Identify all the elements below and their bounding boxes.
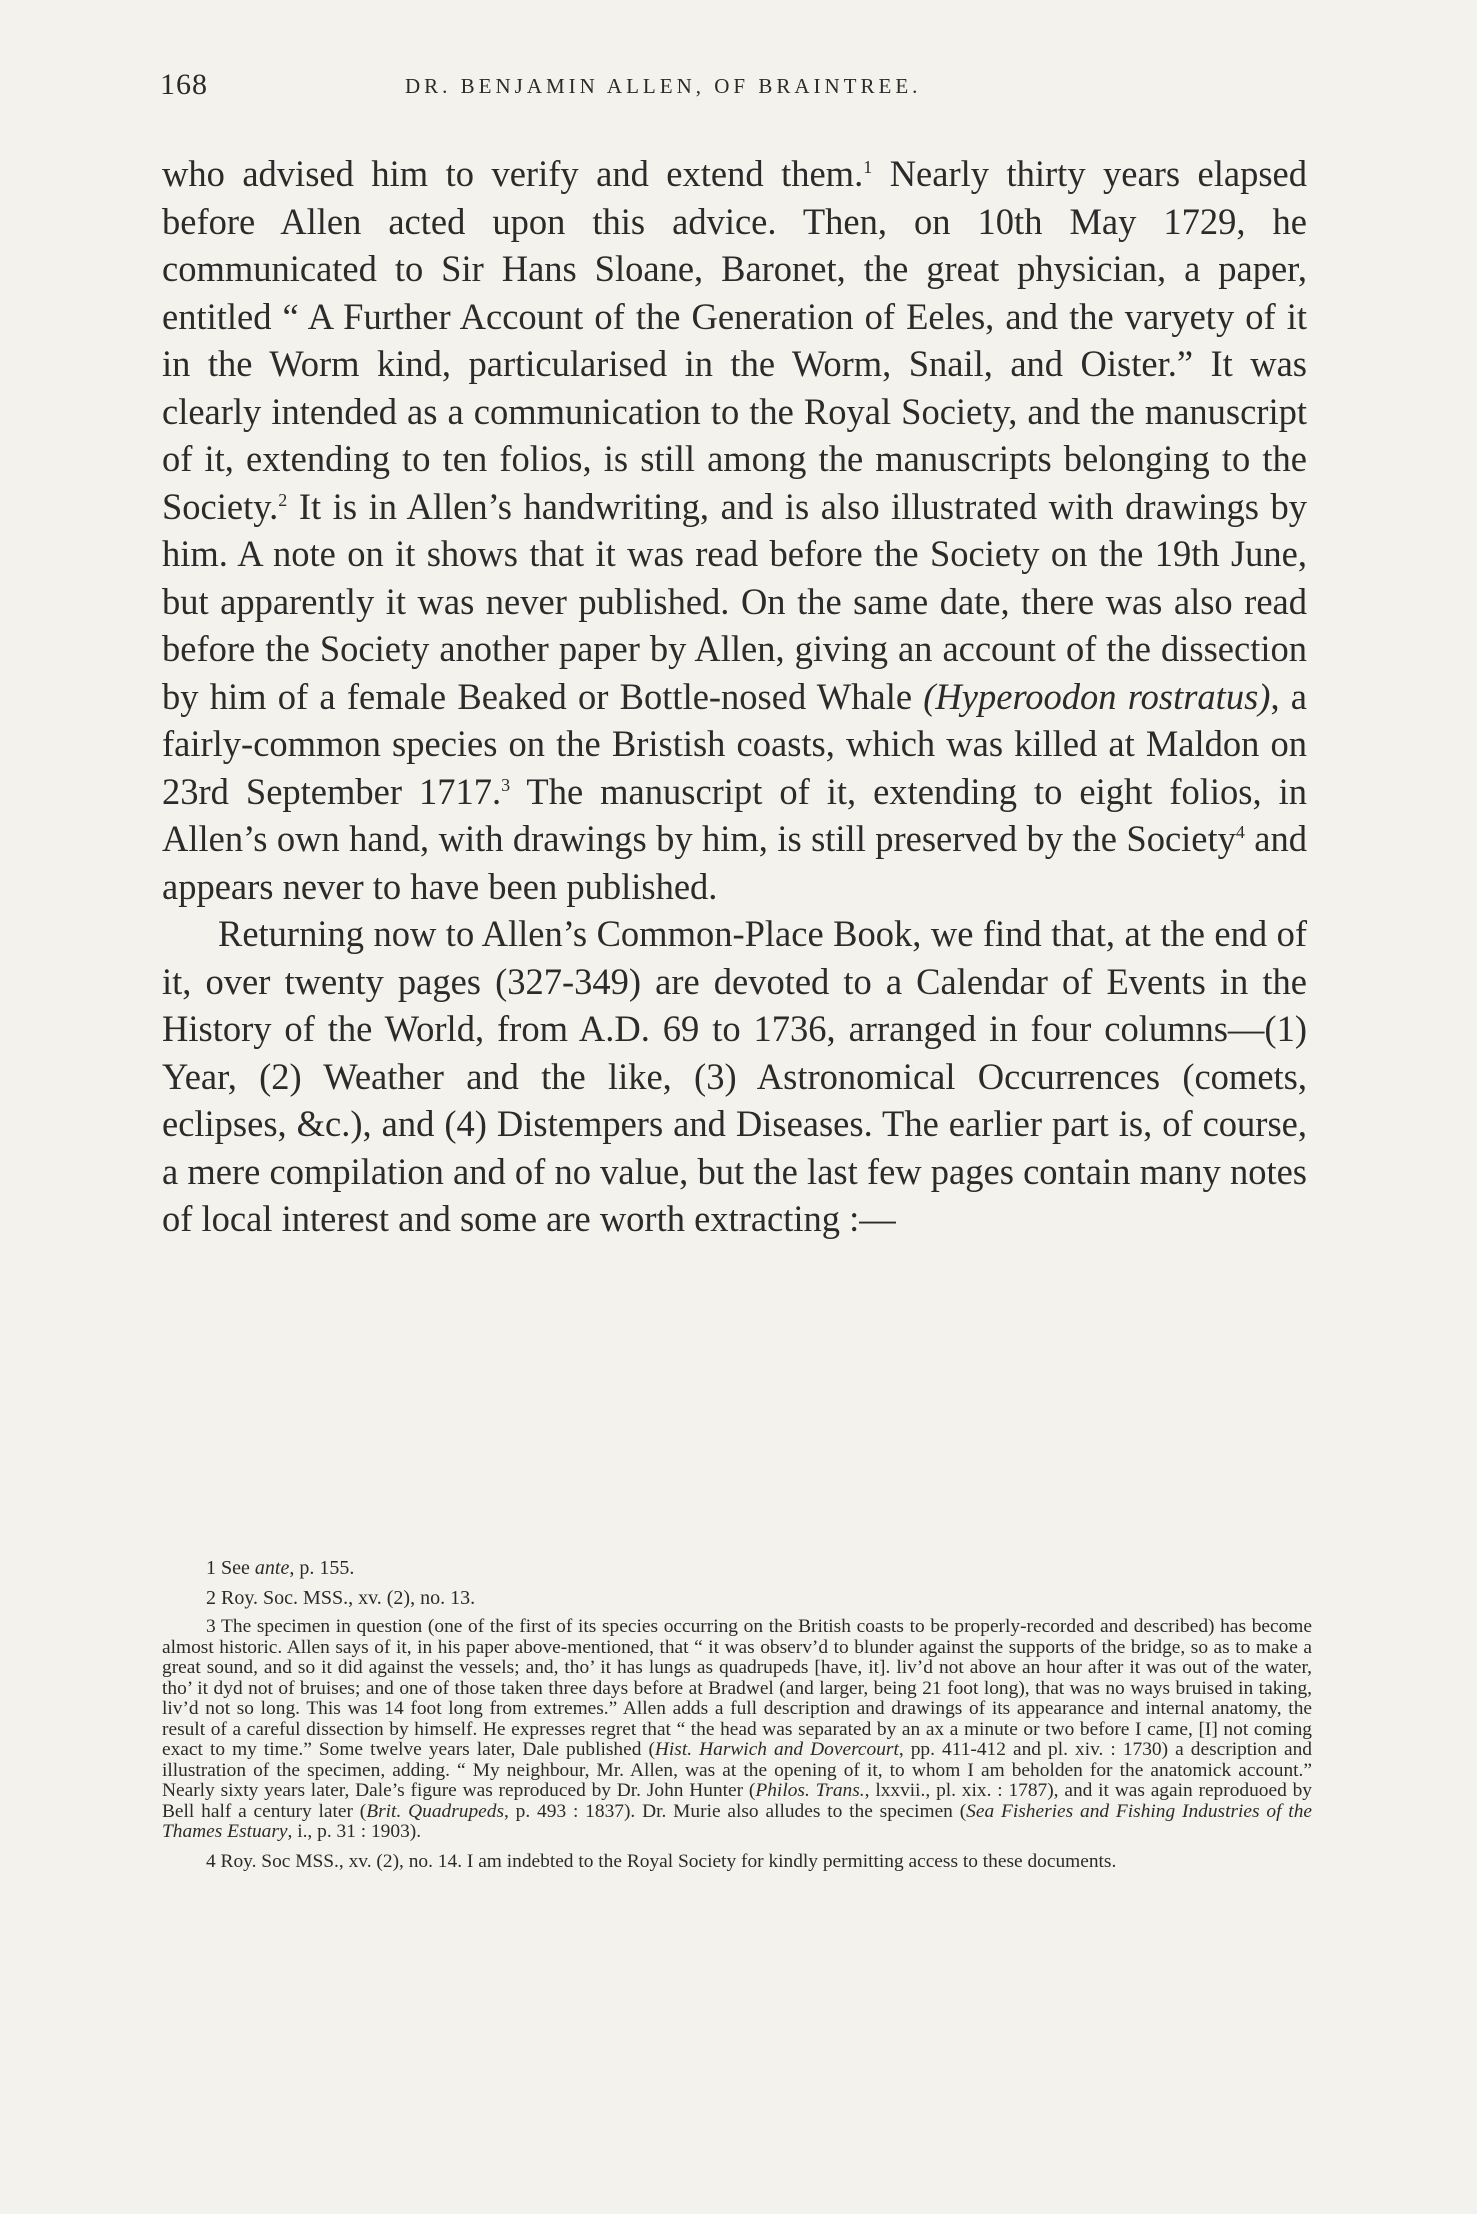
footnote-ref-2: 2 (278, 489, 288, 510)
text-run: , a fairly-common species on the Bristish coasts, which was killed at Maldon on 23rd September 1717. (162, 675, 1308, 812)
italic-text: ante (254, 1557, 290, 1579)
footnote-3 (162, 1617, 1312, 1843)
page-number: 168 (160, 68, 208, 101)
text-run: , p. 155. (289, 1557, 355, 1579)
text-run: who advised him to verify and extend them. (162, 153, 864, 194)
paragraph-2: Returning now to Allen’s Common-Place Book, we find that, at the end of it, over twenty pages (327-349) are devoted to a Calendar of Events in the History of the World, from A.D. 69 to 1736, arranged in four columns—(1) Year, (2) Weather and the like, (3) Astronomical Occurrences (comets, eclipses, &c.), and (4) Distempers and Diseases. The earlier part is, of course, a mere compilation and of no value, but the last few pages contain many notes of local interest and some are worth extracting :— (162, 913, 1307, 1239)
text-run: , lxxvii., pl. xix. : 1787), and it was again reproduoed by Bell half a century later ( (162, 1780, 1312, 1822)
text-run: Nearly thirty years elapsed before Allen acted upon this advice. Then, on 10th May 1729, he communicated to Sir Hans Sloane, Baronet, the great physician, a paper, entitled “ A Further Account of the Generation of Eeles, and the varyety of it in the Worm kind, particularised in the Worm, Snail, and Oister.” It was clearly intended as a communication to the Royal Society, and the manuscript of it, extending to ten folios, is still among the manuscripts belonging to the Society. (162, 153, 1307, 527)
footnotes (162, 1558, 1312, 1872)
footnote-1 (206, 1558, 1312, 1579)
body-text (162, 150, 1307, 1243)
text-run: , pp. 411-412 and pl. xiv. : 1730) a description and illustration of the specimen, adding. “ My neighbour, Mr. Allen, was at the opening of it, to whom I am beholden for the anatomick account.” Nearly sixty years later, Dale’s figure was reproduced by Dr. John Hunter ( (162, 1739, 1312, 1801)
paragraph-1 (162, 150, 1307, 910)
italic-text: Hist. Harwich and Dovercourt (654, 1739, 899, 1760)
text-run: 3 The specimen in question (one of the first of its species occurring on the British coasts to be properly-recorded and described) has become almost historic. Allen says of it, in his paper above-mentioned, that “ it was observ’d to blunder against the supports of the bridge, so as to make a great sound, and so it did against the vessels; and, tho’ it has lungs as quadrupeds [have, it]. liv’d not above an hour after it was out of the water, tho’ it dyd not of bruises; and one of those taken three days before at Bradwel (and larger, being 21 foot long), that was no ways bruised in taking, liv’d not so long. This was 14 foot long from extremes.” Allen adds a full description and drawings of its appearance and internal anatomy, the result of a careful dissection by himself. He expresses regret that “ the head was separated by an ax a minute or two before I came, [I] not coming exact to my time.” Some twelve years later, Dale published ( (162, 1616, 1312, 1760)
footnote-ref-4: 4 (1235, 821, 1245, 842)
footnote-4: 4 Roy. Soc MSS., xv. (2), no. 14. I am indebted to the Royal Society for kindly permitting access to these documents. (206, 1850, 1117, 1872)
italic-text: Brit. Quadrupeds (366, 1800, 504, 1822)
species-name: (Hyperoodon rostratus) (923, 675, 1271, 717)
footnote-ref-3: 3 (501, 774, 511, 795)
running-head: DR. BENJAMIN ALLEN, OF BRAINTREE. (405, 74, 922, 98)
italic-text: Philos. Trans. (755, 1780, 865, 1801)
page-header (160, 68, 1310, 108)
italic-text: Sea Fisheries and Fishing Industries of the Thames Estuary (162, 1800, 1312, 1842)
text-run: It is in Allen’s handwriting, and is also illustrated with drawings by him. A note on it shows that it was read before the Society on the 19th June, but apparently it was never published. On the same date, there was also read before the Society another paper by Allen, giving an account of the dissection by him of a female Beaked or Bottle-nosed Whale (162, 485, 1307, 717)
text-run: , p. 493 : 1837). Dr. Murie also alludes to the specimen ( (504, 1800, 967, 1822)
footnote-ref-1: 1 (863, 156, 873, 177)
footnote-2: 2 Roy. Soc. MSS., xv. (2), no. 13. (206, 1586, 476, 1609)
text-run: 1 See (206, 1557, 255, 1579)
text-run: and appears never to have been published. (162, 818, 1307, 907)
text-run: The manuscript of it, extending to eight folios, in Allen’s own hand, with drawings by him, is still preserved by the Society (162, 770, 1307, 859)
text-run: , i., p. 31 : 1903). (287, 1821, 422, 1842)
